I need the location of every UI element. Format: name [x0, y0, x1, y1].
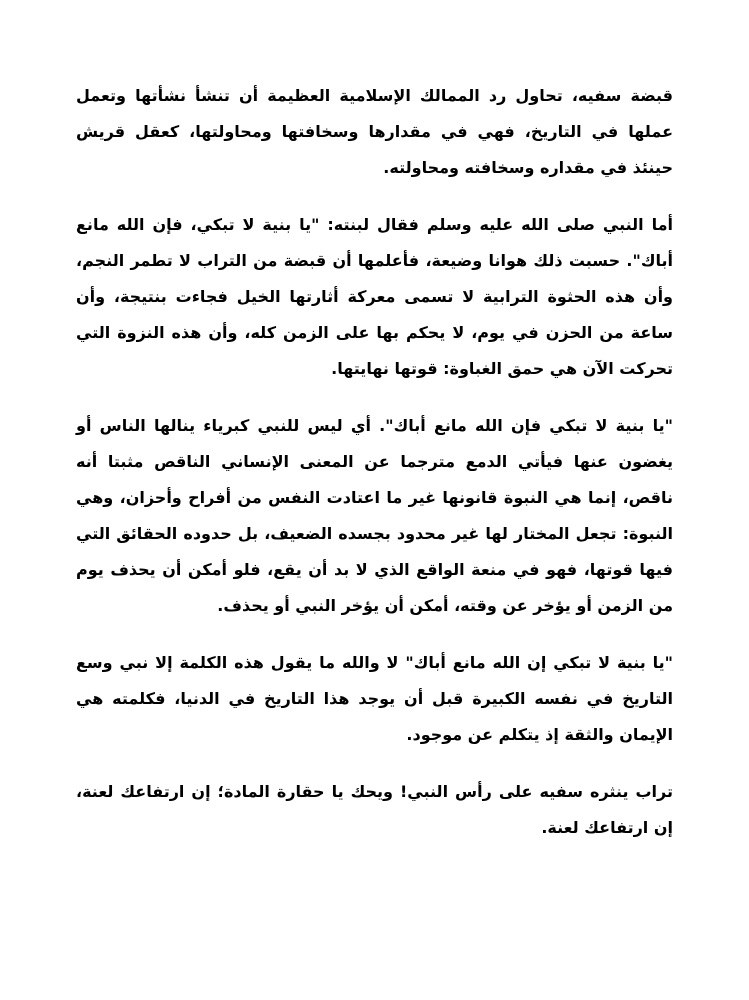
document-page	[76, 78, 673, 846]
paragraph-3: "يا بنية لا تبكي فإن الله مانع أباك". أي ليس للنبي كبرياء ينالها الناس أو يغضون عنها فيأتي الدمع مترجما عن المعنى الإنساني الناقص مثبتا أنه ناقص، إنما هي النبوة قانونها غير ما اعتادت النفس من أفراح وأحزان، وهي النبوة: تجعل المختار لها غير محدود بجسده الضعيف، بل حدوده الحقائق التي فيها قوتها، فهو في منعة الواقع الذي لا بد أن يقع، فلو أمكن أن يحذف يوم من الزمن أو يؤخر عن وقته، أمكن أن يؤخر النبي أو يحذف.	[76, 416, 673, 615]
paragraph-4: "يا بنية لا تبكي إن الله مانع أباك" لا والله ما يقول هذه الكلمة إلا نبي وسع التاريخ في نفسه الكبيرة قبل أن يوجد هذا التاريخ في الدنيا، فكلمته هي الإيمان والثقة إذ يتكلم عن موجود.	[76, 653, 673, 744]
paragraph-2: أما النبي صلى الله عليه وسلم فقال لبنته: "يا بنية لا تبكي، فإن الله مانع أباك". حسبت ذلك هوانا وضيعة، فأعلمها أن قبضة من التراب لا تطمر النجم، وأن هذه الحثوة الترابية لا تسمى معركة أثارتها الخيل فجاءت بنتيجة، وأن ساعة من الحزن في يوم، لا يحكم بها على الزمن كله، وأن هذه النزوة التي تحركت الآن هي حمق الغباوة: قوتها نهايتها.	[76, 215, 673, 378]
paragraph-5: تراب ينثره سفيه على رأس النبي! ويحك يا حقارة المادة؛ إن ارتفاعك لعنة، إن ارتفاعك لعنة.	[76, 782, 673, 837]
paragraph-1: قبضة سفيه، تحاول رد الممالك الإسلامية العظيمة أن تنشأ نشأتها وتعمل عملها في التاريخ، فهي في مقدارها وسخافتها ومحاولتها، كعقل قريش حينئذ في مقداره وسخافته ومحاولته.	[76, 86, 673, 177]
